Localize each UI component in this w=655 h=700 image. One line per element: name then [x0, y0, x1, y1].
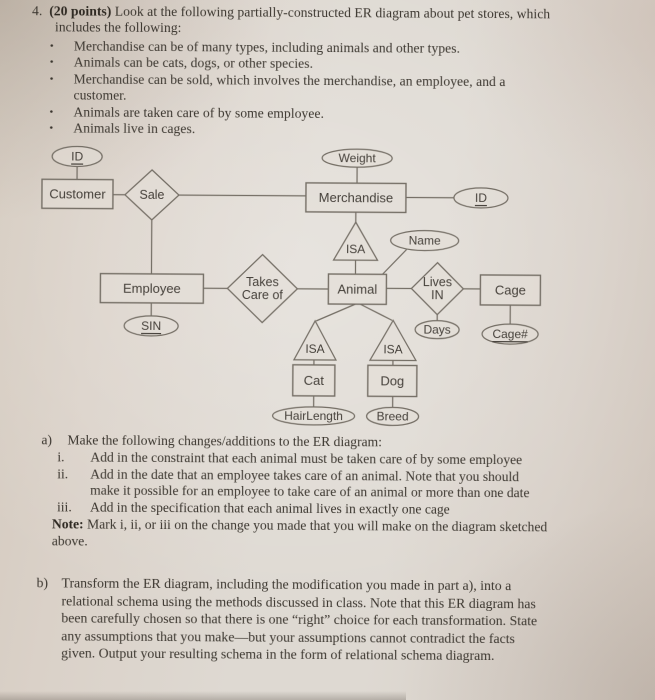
bullet-text: customer.: [73, 87, 127, 103]
edge-animal-isadog: [360, 304, 392, 320]
attribute-label-customer-id: ID: [71, 149, 84, 164]
part-a-items: [57, 449, 631, 520]
question-points: (20 points): [49, 3, 112, 19]
edge-name-animal: [382, 249, 406, 274]
item-text: Add in the constraint that each animal must be taken care of by some employee: [90, 449, 523, 467]
attribute-label-days: Days: [423, 322, 451, 337]
isa-animal-dog-label: ISA: [383, 342, 403, 357]
attribute-label-weight: Weight: [338, 151, 376, 166]
bullet-marker-icon: •: [49, 105, 54, 118]
question-intro: Look at the following partially-constructed ER diagram about pet stores, which: [114, 3, 551, 22]
bullet-marker-icon: •: [49, 122, 54, 135]
attribute-label-hairlength: HairLength: [284, 408, 343, 424]
attribute-label-cage-number: Cage#: [492, 327, 528, 342]
bullet-text: Animals can be cats, dogs, or other species.: [73, 54, 314, 72]
part-b-text-line: any assumptions that you make—but your assumptions cannot contradict the facts: [61, 628, 515, 646]
part-b-text-line: Transform the ER diagram, including the modification you made in part a), into a: [61, 575, 512, 594]
edge-sale-merchandise: [179, 195, 306, 196]
entity-label-cage: Cage: [494, 282, 526, 298]
attribute-label-breed: Breed: [376, 409, 409, 424]
bullet-text: Animals live in cages.: [73, 120, 196, 137]
part-a-label: a): [41, 432, 53, 448]
part-b-label: b): [36, 575, 49, 591]
bullet-marker-icon: •: [49, 73, 54, 86]
note-text: Mark i, ii, or iii on the change you made that you will make on the diagram sketched: [86, 516, 548, 535]
bullet-text: Animals are taken care of by some employee.: [73, 104, 325, 121]
item-numeral: i.: [57, 449, 65, 465]
bullet-marker-icon: •: [49, 56, 54, 69]
entity-label-dog: Dog: [380, 373, 405, 389]
note-paragraph: [52, 516, 631, 553]
entity-label-animal: Animal: [337, 281, 378, 297]
bullet-marker-icon: •: [49, 40, 54, 53]
part-a-item-ii: [57, 466, 631, 503]
part-b-text-line: relational schema using the methods discussed in class. Note that this ER diagram has: [61, 592, 536, 611]
relationship-label-sale: Sale: [139, 187, 165, 203]
question-line-2: includes the following:: [54, 19, 182, 36]
isa-merchandise-animal-label: ISA: [345, 242, 366, 257]
attribute-label-name: Name: [408, 233, 441, 248]
isa-animal-cat-label: ISA: [305, 341, 325, 356]
entity-label-employee: Employee: [122, 280, 181, 297]
question-number: 4.: [32, 3, 43, 19]
relationship-label-lives-in: Lives IN: [422, 275, 453, 303]
part-b-text-line: given. Output your resulting schema in the form of relational schema diagram.: [61, 645, 495, 664]
part-b-text-line: been carefully chosen so that there is one “right” choice for each transformation. State: [61, 610, 538, 629]
part-b-section: [36, 574, 642, 666]
part-b-paragraph: [36, 574, 642, 666]
part-a-section: [41, 432, 632, 553]
note-line: [52, 516, 631, 536]
item-text: Add in the date that an employee takes care of an animal. Note that you should: [90, 466, 520, 484]
attribute-label-sin: SIN: [141, 318, 162, 333]
attribute-label-merchandise-id: ID: [474, 190, 487, 205]
entity-label-customer: Customer: [49, 186, 106, 202]
edge-animal-isacat: [316, 304, 355, 321]
bullet-text: Merchandise can be sold, which involves the merchandise, an employee, and a: [73, 71, 506, 89]
item-text: Add in the specification that each animal lives in exactly one cage: [89, 499, 450, 517]
item-text: make it possible for an employee to take care of an animal or more than one date: [90, 482, 530, 501]
note-line: above.: [51, 533, 88, 549]
relationship-label-takes-care-of: Takes Care of: [241, 275, 283, 303]
item-numeral: ii.: [57, 465, 69, 482]
entity-label-merchandise: Merchandise: [318, 189, 394, 206]
note-label: Note:: [51, 516, 84, 532]
item-numeral: iii.: [56, 499, 72, 515]
entity-label-cat: Cat: [303, 372, 324, 388]
bullet-text: Merchandise can be of many types, including animals and other types.: [73, 38, 461, 56]
part-a-intro: Make the following changes/additions to the ER diagram:: [67, 432, 382, 450]
